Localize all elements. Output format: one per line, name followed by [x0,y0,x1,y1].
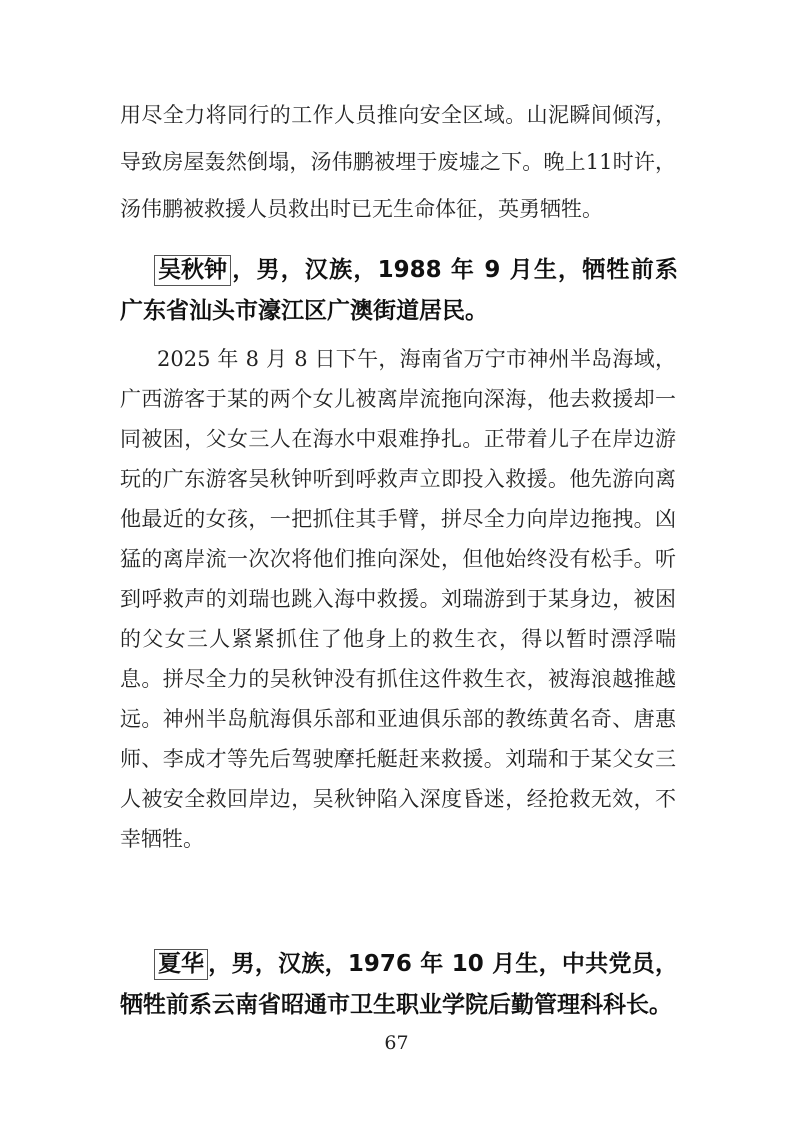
boxed-name-xia-hua: 夏华 [154,949,208,980]
paragraph-continuation: 用尽全力将同行的工作人员推向安全区域。山泥瞬间倾泻，导致房屋轰然倒塌，汤伟鹏被埋于废墟之下。晚上11时许，汤伟鹏被救援人员救出时已无生命体征，英勇牺牲。 [120,103,676,221]
page-number: 67 [384,1032,409,1054]
profile-intro-text-wu-qiuzhong: ，男，汉族，1988 年 9 月生，牺牲前系广东省汕头市濠江区广澳街道居民。 [120,257,678,324]
profile-intro-xia-hua [120,944,678,1026]
profile-story-wu-qiuzhong: 2025 年 8 月 8 日下午，海南省万宁市神州半岛海域，广西游客于某的两个女儿被离岸流拖向深海，他去救援却一同被困，父女三人在海水中艰难挣扎。正带着儿子在岸边游玩的广东游客吴秋钟听到呼救声立即投入救援。他先游向离他最近的女孩，一把抓住其手臂，拼尽全力向岸边拖拽。凶猛的离岸流一次次将他们推向深处，但他始终没有松手。听到呼救声的刘瑞也跳入海中救援。刘瑞游到于某身边，被困的父女三人紧紧抓住了他身上的救生衣，得以暂时漂浮喘息。拼尽全力的吴秋钟没有抓住这件救生衣，被海浪越推越远。神州半岛航海俱乐部和亚迪俱乐部的教练黄名奇、唐惠师、李成才等先后驾驶摩托艇赶来救援。刘瑞和于某父女三人被安全救回岸边，吴秋钟陷入深度昏迷，经抢救无效，不幸牺牲。 [120,347,676,851]
profile-intro-text-xia-hua: ，男，汉族，1976 年 10 月生，中共党员，牺牲前系云南省昭通市卫生职业学院后勤管理科科长。 [120,951,678,1018]
profile-intro-wu-qiuzhong [120,250,678,332]
boxed-name-wu-qiuzhong: 吴秋钟 [154,255,231,286]
